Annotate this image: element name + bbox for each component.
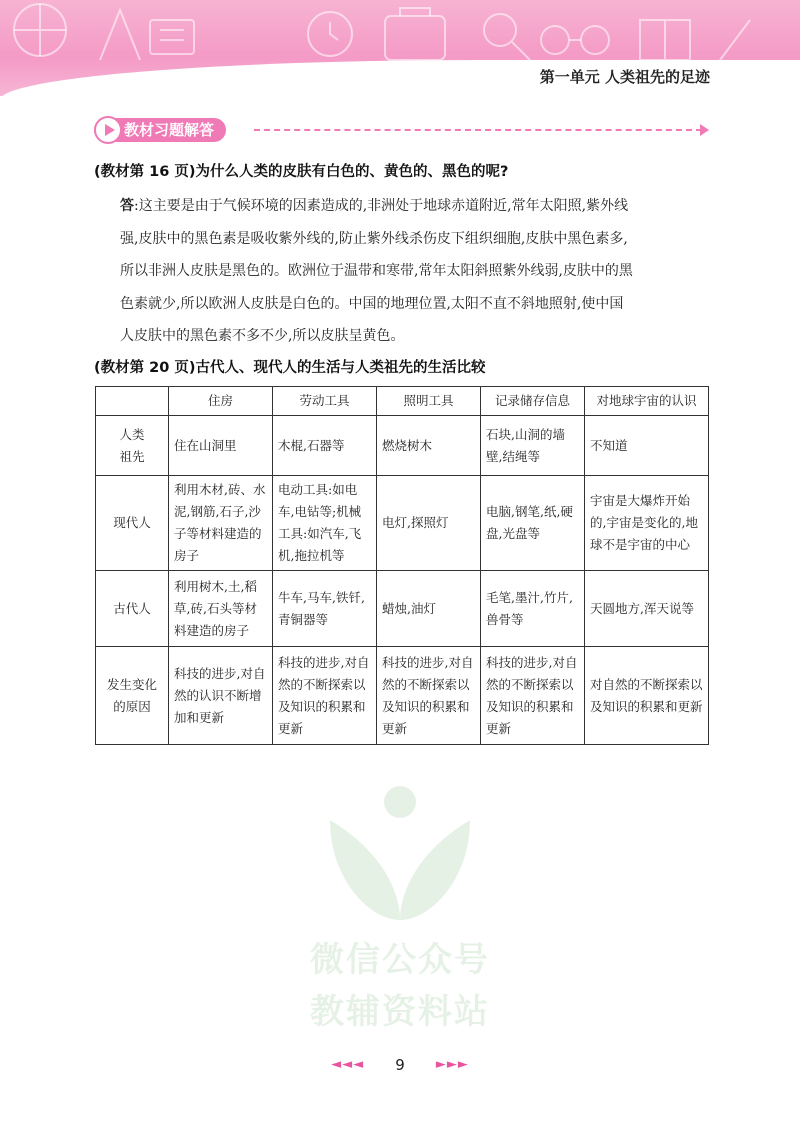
table-cell: 电脑,钢笔,纸,硬盘,光盘等 — [481, 476, 585, 571]
arrow-right-icon — [700, 124, 709, 136]
answer-line: 答:这主要是由于气候环境的因素造成的,非洲处于地球赤道附近,常年太阳照,紫外线 — [120, 198, 629, 214]
answer-line: 色素就少,所以欧洲人皮肤是白色的。中国的地理位置,太阳不直不斜地照射,使中国 — [120, 295, 624, 312]
table-row — [96, 416, 709, 476]
dashed-divider — [254, 129, 702, 131]
table-header: 照明工具 — [377, 387, 481, 416]
page-footer — [0, 1054, 800, 1074]
unit-title: 第一单元 人类祖先的足迹 — [539, 68, 710, 86]
table-cell: 燃烧树木 — [377, 416, 481, 476]
section-header — [94, 116, 714, 144]
table-header — [96, 387, 169, 416]
question-1: (教材第 16 页)为什么人类的皮肤有白色的、黄色的、黑色的呢? — [94, 164, 509, 180]
row-header: 现代人 — [96, 476, 169, 571]
table-cell: 石块,山洞的墙壁,结绳等 — [481, 416, 585, 476]
table-cell: 利用木材,砖、水泥,钢筋,石子,沙子等材料建造的房子 — [169, 476, 273, 571]
table-header: 住房 — [169, 387, 273, 416]
table-cell: 对自然的不断探索以及知识的积累和更新 — [585, 647, 709, 745]
table-header: 劳动工具 — [273, 387, 377, 416]
watermark-line: 教辅资料站 — [310, 992, 490, 1032]
table-cell: 宇宙是大爆炸开始的,宇宙是变化的,地球不是宇宙的中心 — [585, 476, 709, 571]
table-row — [96, 647, 709, 745]
page-number: 9 — [395, 1055, 405, 1074]
sprout-logo-icon — [300, 780, 500, 930]
section-title: 教材习题解答 — [94, 118, 226, 142]
answer-line: 强,皮肤中的黑色素是吸收紫外线的,防止紫外线杀伤皮下组织细胞,皮肤中黑色素多, — [120, 230, 628, 247]
table-cell: 科技的进步,对自然的不断探索以及知识的积累和更新 — [273, 647, 377, 745]
table-cell: 住在山洞里 — [169, 416, 273, 476]
row-header: 古代人 — [96, 571, 169, 647]
table-cell: 天圆地方,浑天说等 — [585, 571, 709, 647]
table-cell: 科技的进步,对自然的不断探索以及知识的积累和更新 — [377, 647, 481, 745]
table-row — [96, 571, 709, 647]
table-cell: 蜡烛,油灯 — [377, 571, 481, 647]
table-row — [96, 476, 709, 571]
row-header: 人类 祖先 — [96, 416, 169, 476]
comparison-table — [95, 386, 709, 745]
table-cell: 木棍,石器等 — [273, 416, 377, 476]
table-cell: 毛笔,墨汁,竹片,兽骨等 — [481, 571, 585, 647]
table-cell: 电动工具:如电车,电钻等;机械工具:如汽车,飞机,拖拉机等 — [273, 476, 377, 571]
table-cell: 牛车,马车,铁钎,青铜器等 — [273, 571, 377, 647]
answer-1 — [120, 190, 708, 353]
watermark-line: 微信公众号 — [310, 940, 490, 980]
table-header: 对地球宇宙的认识 — [585, 387, 709, 416]
right-arrows-icon: ►►► — [435, 1057, 469, 1072]
answer-line: 人皮肤中的黑色素不多不少,所以皮肤呈黄色。 — [120, 328, 405, 344]
table-cell: 电灯,探照灯 — [377, 476, 481, 571]
table-cell: 利用树木,土,稻草,砖,石头等材料建造的房子 — [169, 571, 273, 647]
table-header-row — [96, 387, 709, 416]
table-cell: 不知道 — [585, 416, 709, 476]
watermark — [300, 780, 500, 1038]
row-header: 发生变化 的原因 — [96, 647, 169, 745]
left-arrows-icon: ◄◄◄ — [331, 1057, 365, 1072]
play-icon — [94, 116, 122, 144]
table-cell: 科技的进步,对自然的认识不断增加和更新 — [169, 647, 273, 745]
answer-label: 答 — [120, 198, 134, 214]
question-2: (教材第 20 页)古代人、现代人的生活与人类祖先的生活比较 — [94, 360, 486, 376]
answer-line: 所以非洲人皮肤是黑色的。欧洲位于温带和寒带,常年太阳斜照紫外线弱,皮肤中的黑 — [120, 263, 633, 279]
table-header: 记录储存信息 — [481, 387, 585, 416]
table-cell: 科技的进步,对自然的不断探索以及知识的积累和更新 — [481, 647, 585, 745]
